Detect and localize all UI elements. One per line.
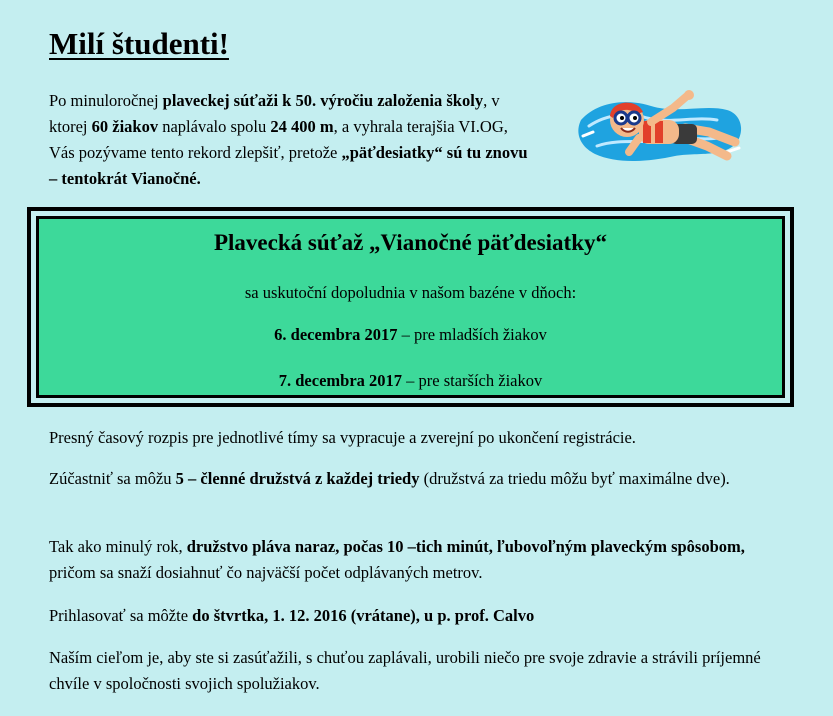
intro-text: Po minuloročnej (49, 91, 163, 110)
registration-paragraph (49, 603, 789, 629)
intro-bold-distance: 24 400 m (270, 117, 334, 136)
rules-text-rest: pričom sa snaží dosiahnuť čo najväčší počet odplávaných metrov. (49, 563, 483, 582)
teams-paragraph (49, 466, 789, 492)
teams-bold: 5 – členné družstvá z každej triedy (175, 469, 420, 488)
intro-text: , v ktorej (49, 91, 500, 136)
page-title: Milí študenti! (49, 26, 229, 61)
event-info-box (27, 207, 794, 407)
rules-paragraph (49, 534, 789, 586)
swimmer-icon (577, 86, 745, 168)
rules-text: Tak ako minulý rok, (49, 537, 187, 556)
intro-bold-fifties: „päťdesiatky“ sú tu znovu – tentokrát Vianočné. (49, 143, 528, 188)
event-group-2: – pre starších žiakov (402, 371, 543, 390)
intro-paragraph (49, 88, 529, 192)
event-group-1: – pre mladších žiakov (397, 325, 547, 344)
event-date-1: 6. decembra 2017 (274, 325, 398, 344)
event-date-2: 7. decembra 2017 (278, 371, 403, 390)
intro-text: naplávalo spolu (158, 117, 271, 136)
event-date-younger (39, 325, 782, 345)
event-subtitle: sa uskutoční dopoludnia v našom bazéne v dňoch: (244, 283, 577, 302)
goal-paragraph: Naším cieľom je, aby ste si zasúťažili, s chuťou zaplávali, urobili niečo pre svoje zdravie a strávili príjemné chvíle v spoločnosti svojich spolužiakov. (49, 648, 761, 693)
event-info-inner (36, 216, 785, 398)
event-title: Plavecká súťaž „Vianočné päťdesiatky“ (213, 230, 608, 255)
intro-bold-competition: plaveckej súťaži k 50. výročiu založenia školy (162, 91, 484, 110)
rules-bold: družstvo pláva naraz, počas 10 –tich minút, ľubovoľným plaveckým spôsobom, (186, 537, 745, 556)
intro-bold-students: 60 žiakov (91, 117, 159, 136)
teams-text-rest: (družstvá za triedu môžu byť maximálne dve). (419, 469, 730, 488)
teams-text: Zúčastniť sa môžu (49, 469, 176, 488)
event-date-older (39, 371, 782, 391)
intro-text: , a vyhrala terajšia VI.OG, Vás pozývame tento rekord zlepšiť, pretože (49, 117, 508, 162)
registration-bold: do štvrtka, 1. 12. 2016 (vrátane), u p. prof. Calvo (192, 606, 535, 625)
schedule-paragraph: Presný časový rozpis pre jednotlivé tímy sa vypracuje a zverejní po ukončení registrácie. (49, 428, 636, 447)
registration-text: Prihlasovať sa môžte (49, 606, 193, 625)
